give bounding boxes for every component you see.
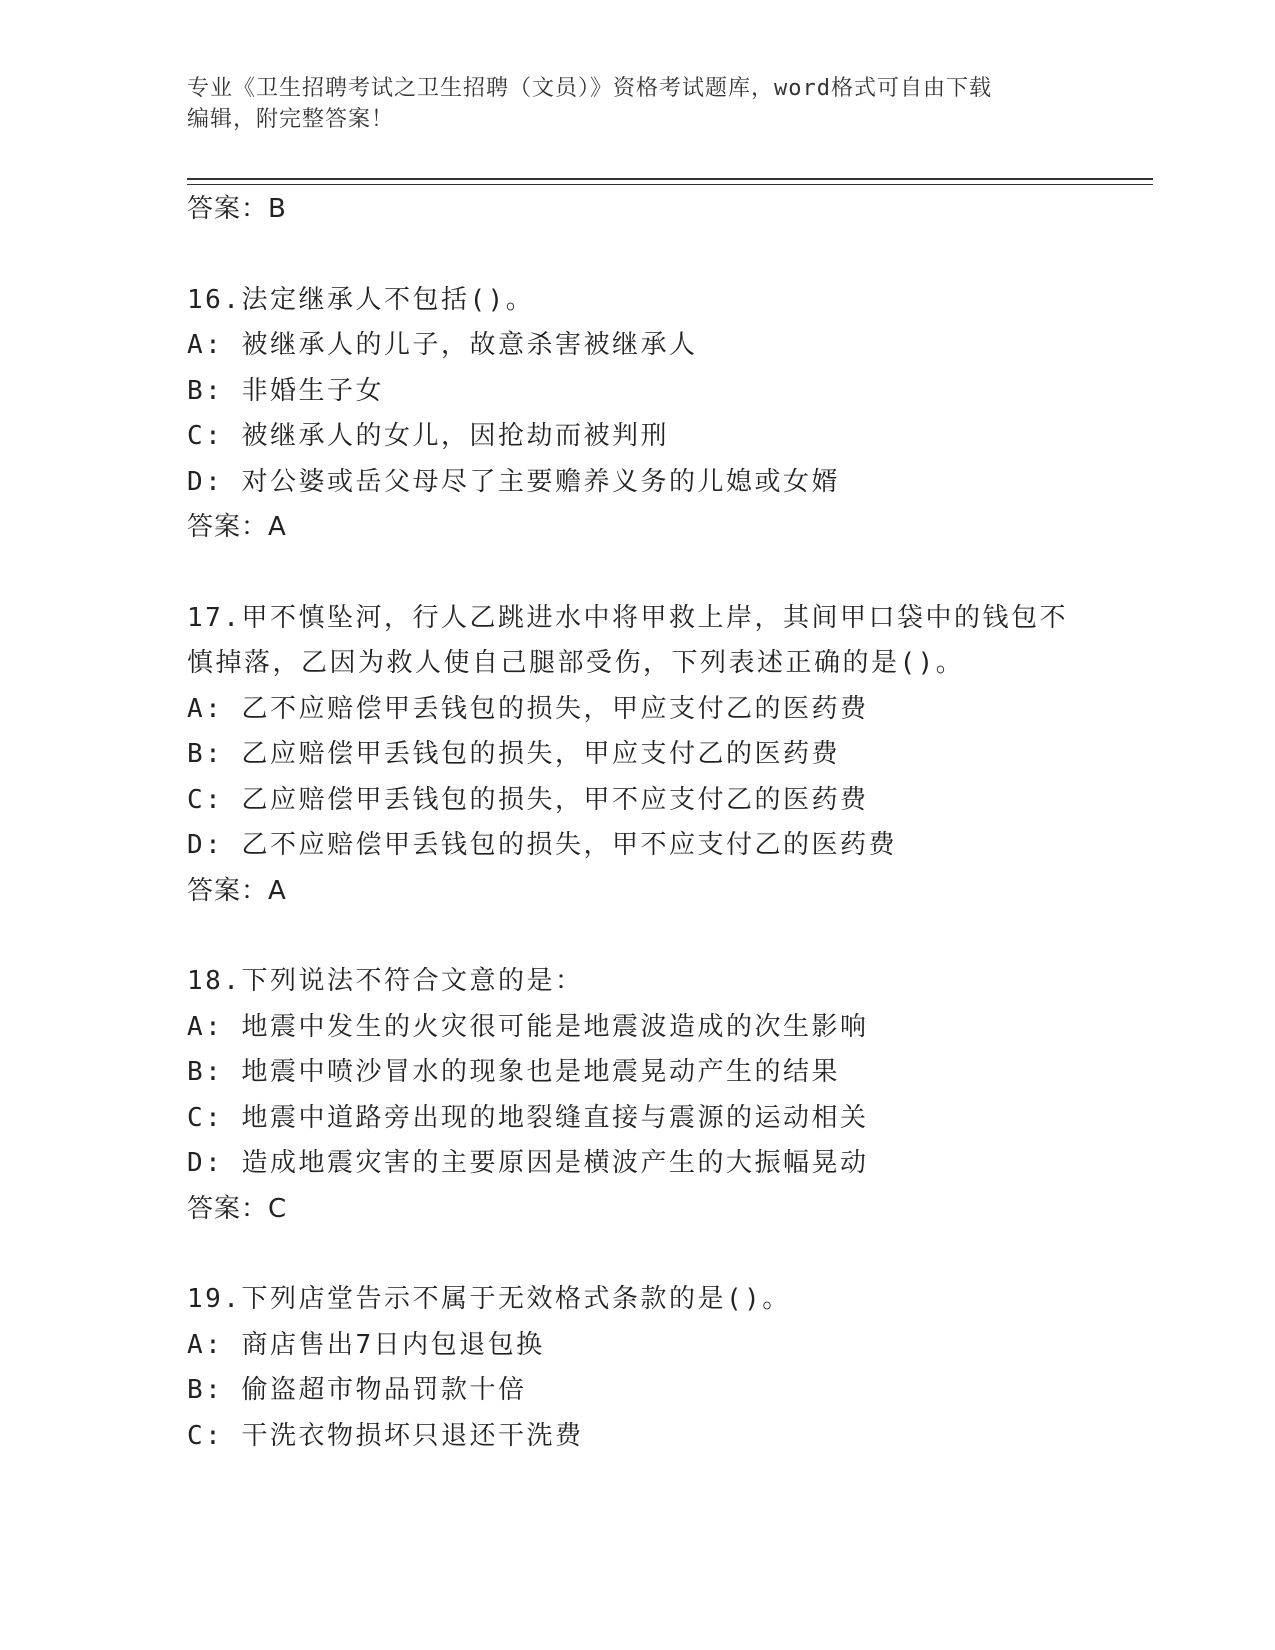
option-c: C: 乙应赔偿甲丢钱包的损失，甲不应支付乙的医药费 <box>187 784 869 815</box>
option-b: B: 非婚生子女 <box>187 375 384 406</box>
document-header <box>187 73 1067 135</box>
header-rule-thick <box>187 178 1153 180</box>
option-a: A: 乙不应赔偿甲丢钱包的损失，甲应支付乙的医药费 <box>187 693 869 724</box>
question-stem: 16.法定继承人不包括()。 <box>187 284 535 315</box>
option-b: B: 偷盗超市物品罚款十倍 <box>187 1375 527 1405</box>
option-d: D: 乙不应赔偿甲丢钱包的损失，甲不应支付乙的医药费 <box>187 830 897 860</box>
question-19 <box>187 1277 1147 1459</box>
question-stem-line-2: 慎掉落，乙因为救人使自己腿部受伤，下列表述正确的是()。 <box>187 648 965 678</box>
header-line-1: 专业《卫生招聘考试之卫生招聘（文员）》资格考试题库，word格式可自由下载 <box>187 76 992 101</box>
answer: 答案：A <box>187 875 287 906</box>
option-c: C: 干洗衣物损坏只退还干洗费 <box>187 1420 584 1451</box>
option-b: B: 地震中喷沙冒水的现象也是地震晃动产生的结果 <box>187 1057 840 1087</box>
question-16 <box>187 278 1147 551</box>
question-stem: 19.下列店堂告示不属于无效格式条款的是()。 <box>187 1284 791 1314</box>
answer: 答案：C <box>187 1193 288 1224</box>
header-rule-thin <box>187 184 1153 185</box>
option-c: C: 地震中道路旁出现的地裂缝直接与震源的运动相关 <box>187 1102 869 1133</box>
option-a: A: 被继承人的儿子，故意杀害被继承人 <box>187 330 698 360</box>
option-a: A: 商店售出7日内包退包换 <box>187 1329 545 1360</box>
previous-answer: 答案：B <box>187 194 287 224</box>
question-list <box>187 187 1147 1459</box>
question-18 <box>187 959 1147 1232</box>
option-a: A: 地震中发生的火灾很可能是地震波造成的次生影响 <box>187 1011 869 1042</box>
option-b: B: 乙应赔偿甲丢钱包的损失，甲应支付乙的医药费 <box>187 739 840 769</box>
option-c: C: 被继承人的女儿，因抢劫而被判刑 <box>187 421 669 451</box>
option-d: D: 对公婆或岳父母尽了主要赡养义务的儿媳或女婿 <box>187 466 840 497</box>
question-stem-line-1: 17.甲不慎坠河，行人乙跳进水中将甲救上岸，其间甲口袋中的钱包不 <box>187 602 1068 633</box>
answer: 答案：A <box>187 512 287 542</box>
option-d: D: 造成地震灾害的主要原因是横波产生的大振幅晃动 <box>187 1148 869 1178</box>
question-17 <box>187 596 1147 915</box>
header-line-2: 编辑，附完整答案！ <box>187 107 395 132</box>
question-stem: 18.下列说法不符合文意的是： <box>187 966 584 996</box>
